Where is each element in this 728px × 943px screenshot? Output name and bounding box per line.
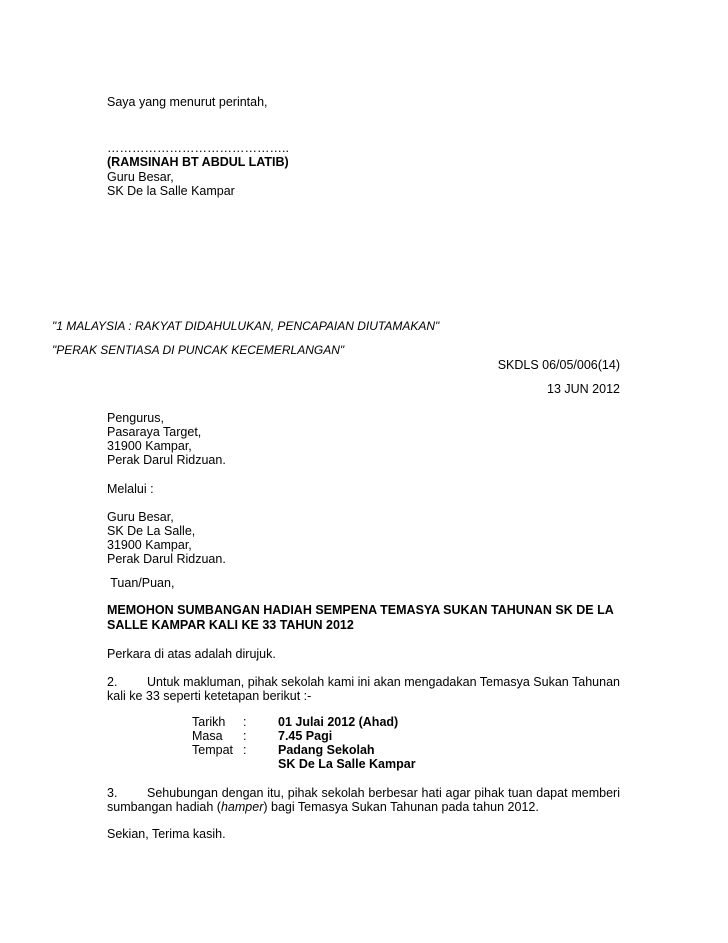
detail-colon-tarikh: : [243, 715, 247, 729]
detail-value-tarikh: 01 Julai 2012 (Ahad) [278, 715, 399, 729]
paragraph-2-number: 2. [107, 675, 118, 689]
detail-colon-tempat: : [243, 743, 247, 757]
salutation: Tuan/Puan, [107, 576, 175, 590]
closing-phrase: Saya yang menurut perintah, [107, 95, 268, 109]
via-line-2: SK De La Salle, [107, 524, 196, 538]
detail-label-tarikh: Tarikh [192, 715, 226, 729]
subject-line-1: MEMOHON SUMBANGAN HADIAH SEMPENA TEMASYA SUKAN TAHUNAN SK DE LA [107, 603, 614, 617]
signatory-name: (RAMSINAH BT ABDUL LATIB) [107, 155, 289, 169]
signatory-title: Guru Besar, [107, 170, 174, 184]
letter-date: 13 JUN 2012 [547, 382, 620, 396]
reference-number: SKDLS 06/05/006(14) [497, 358, 620, 372]
motto-line-2: "PERAK SENTIASA DI PUNCAK KECEMERLANGAN" [52, 343, 345, 357]
via-line-1: Guru Besar, [107, 510, 174, 524]
paragraph-3-line-2-post: ) bagi Temasya Sukan Tahunan pada tahun 2012. [263, 800, 539, 814]
via-line-4: Perak Darul Ridzuan. [107, 552, 226, 566]
recipient-line-4: Perak Darul Ridzuan. [107, 453, 226, 467]
paragraph-3-line-2-italic: hamper [220, 800, 264, 814]
paragraph-2-line-2: kali ke 33 seperti ketetapan berikut :- [107, 689, 312, 703]
signature-dots: …………………………………….. [107, 141, 289, 155]
detail-label-masa: Masa [192, 729, 223, 743]
detail-value-masa: 7.45 Pagi [278, 729, 333, 743]
recipient-line-1: Pengurus, [107, 411, 164, 425]
paragraph-3-number: 3. [107, 786, 118, 800]
paragraph-3-line-2 [107, 800, 539, 815]
subject-line-2: SALLE KAMPAR KALI KE 33 TAHUN 2012 [107, 618, 354, 632]
via-label: Melalui : [107, 482, 154, 496]
paragraph-3-line-2-pre: sumbangan hadiah ( [107, 800, 221, 814]
detail-label-tempat: Tempat [192, 743, 233, 757]
detail-value-tempat-extra: SK De La Salle Kampar [278, 757, 416, 771]
recipient-line-3: 31900 Kampar, [107, 439, 192, 453]
detail-colon-masa: : [243, 729, 247, 743]
detail-value-tempat: Padang Sekolah [278, 743, 375, 757]
paragraph-1: Perkara di atas adalah dirujuk. [107, 647, 276, 661]
recipient-line-2: Pasaraya Target, [107, 425, 202, 439]
closing-thanks: Sekian, Terima kasih. [107, 827, 226, 841]
signatory-school: SK De la Salle Kampar [107, 184, 235, 198]
paragraph-2-line-1: Untuk makluman, pihak sekolah kami ini akan mengadakan Temasya Sukan Tahunan [147, 675, 620, 689]
motto-line-1: "1 MALAYSIA : RAKYAT DIDAHULUKAN, PENCAPAIAN DIUTAMAKAN" [52, 319, 440, 333]
via-line-3: 31900 Kampar, [107, 538, 192, 552]
paragraph-3-line-1: Sehubungan dengan itu, pihak sekolah berbesar hati agar pihak tuan dapat memberi [147, 786, 620, 800]
